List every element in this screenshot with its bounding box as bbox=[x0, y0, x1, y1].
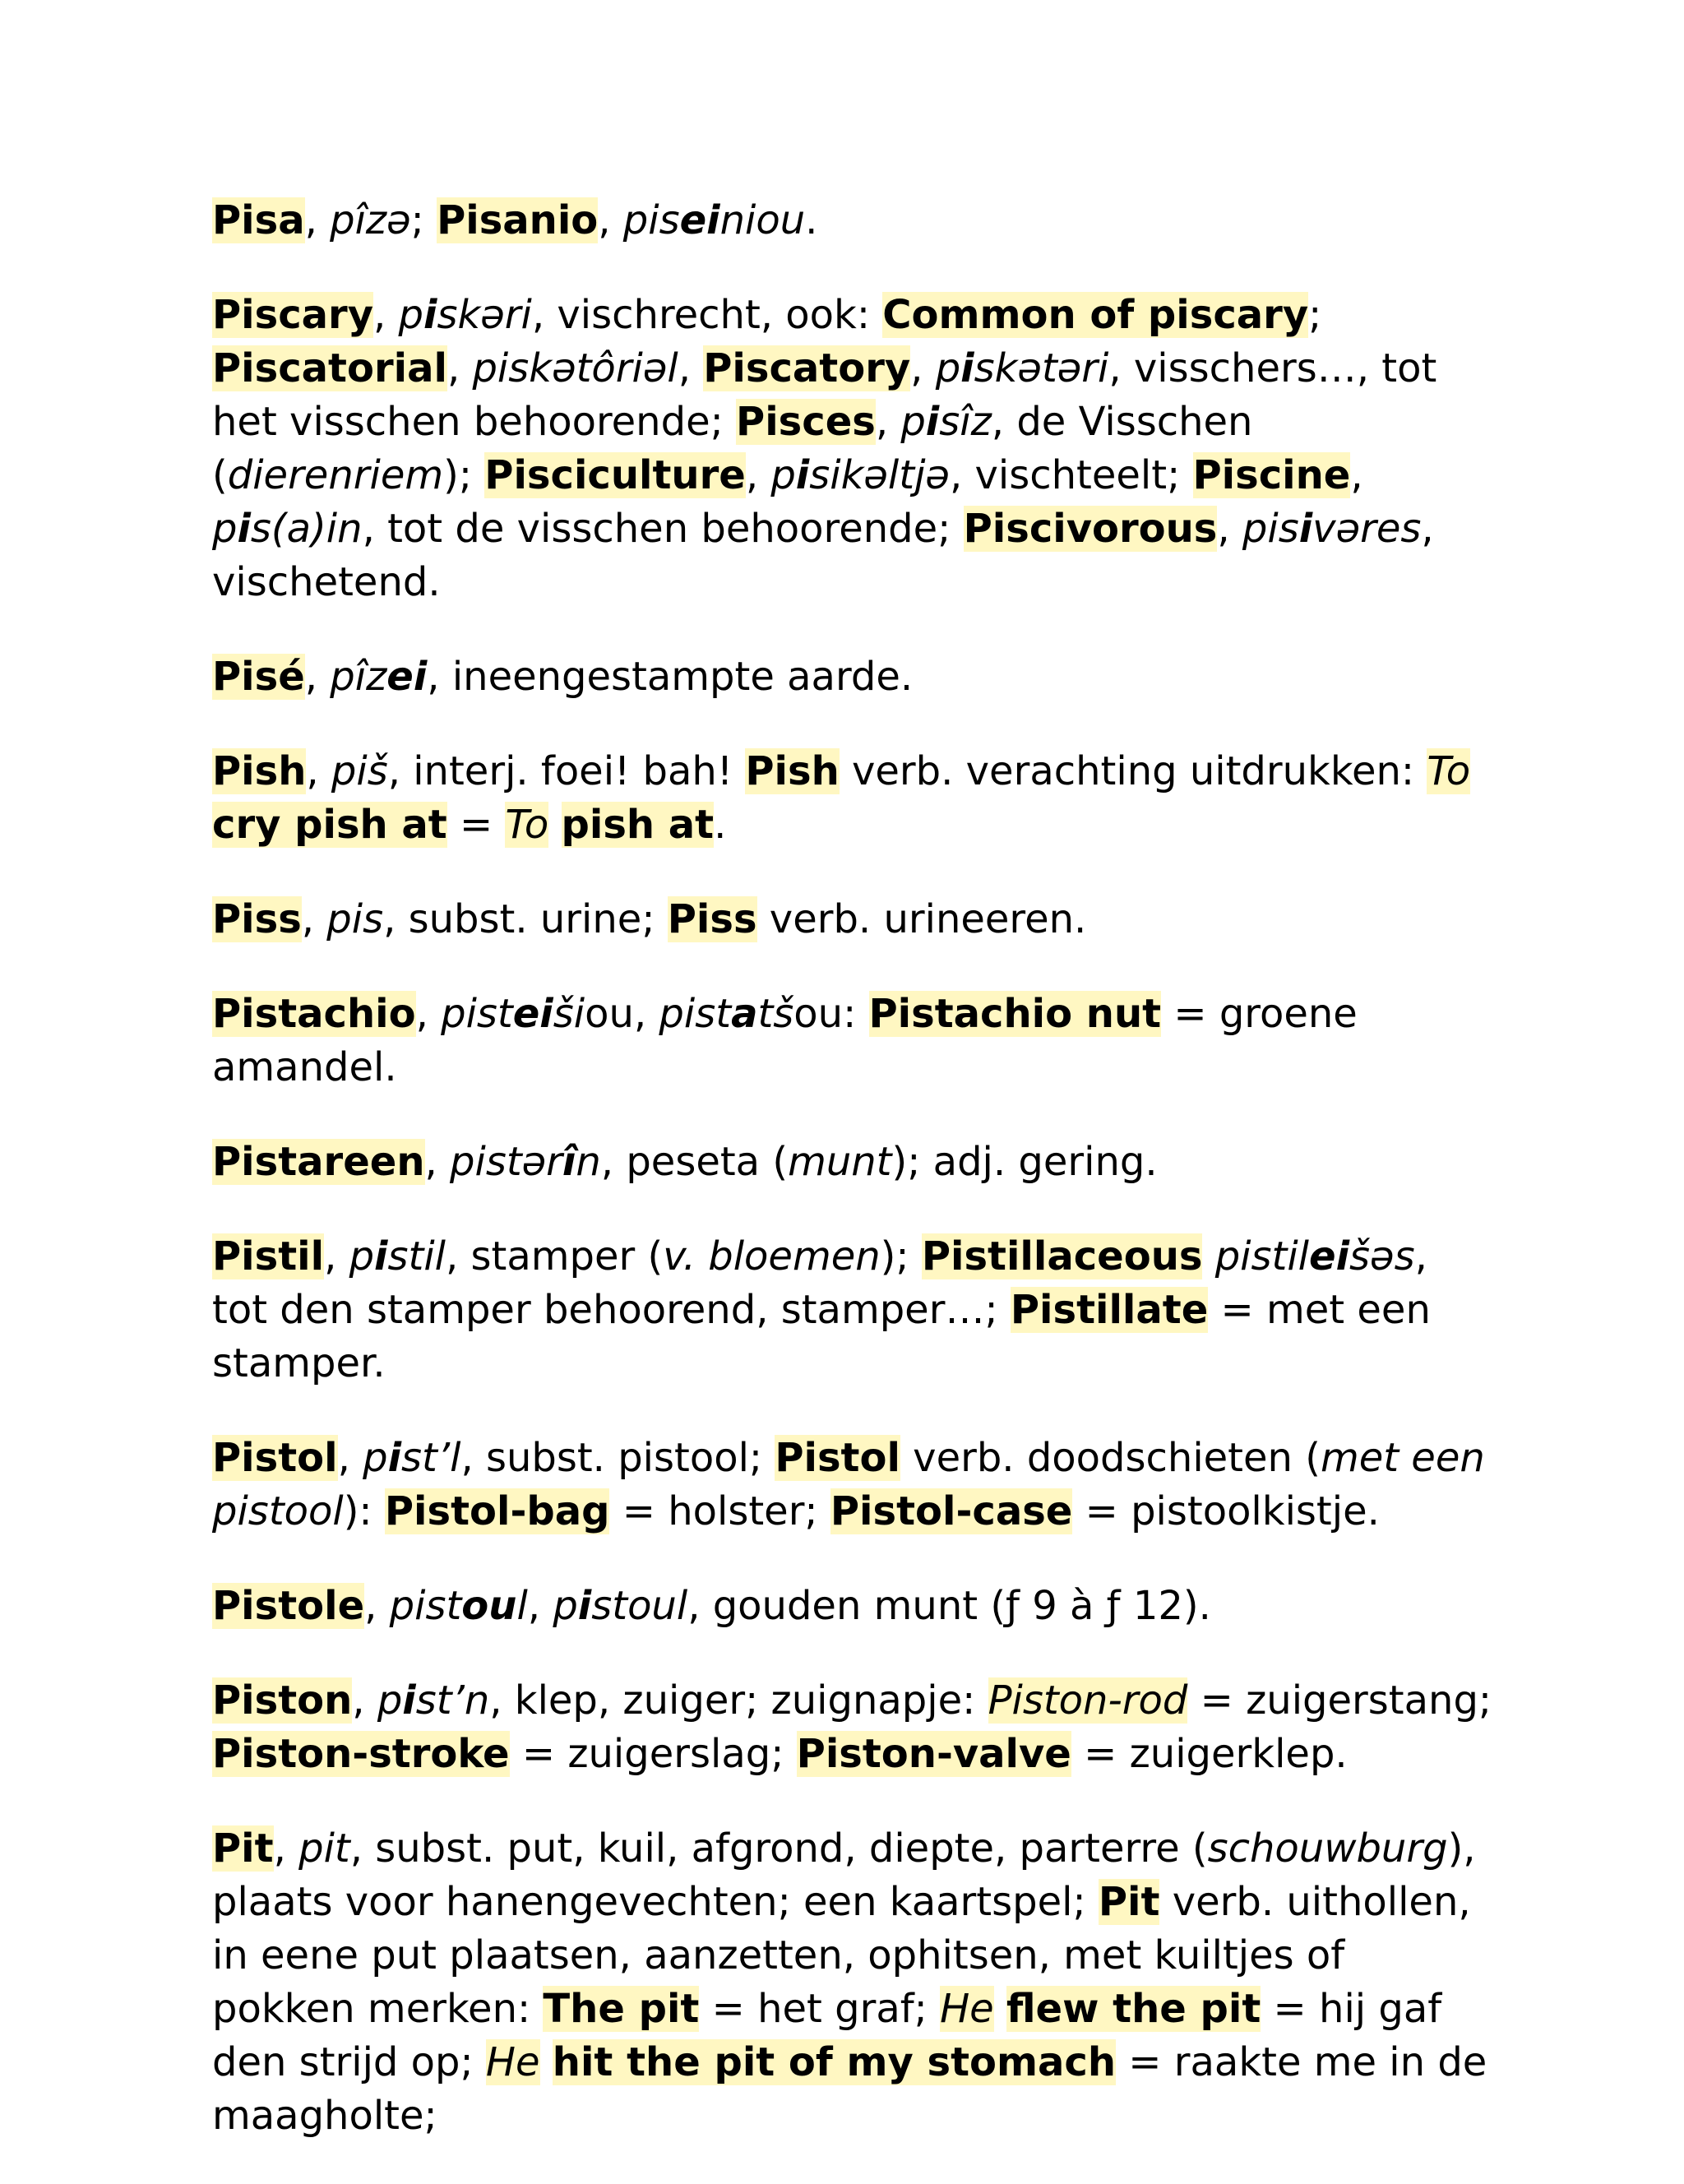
entry-text bbox=[548, 802, 561, 848]
pronunciation: met een pistool bbox=[212, 1435, 1485, 1534]
pronunciation: pis bbox=[622, 197, 680, 243]
entry-text: = zuigerslag; bbox=[509, 1731, 797, 1777]
entry-text: , interj. foei! bah! bbox=[387, 748, 746, 794]
entry-text: = bbox=[446, 802, 506, 848]
stressed-syllable: a bbox=[731, 991, 758, 1037]
pronunciation: pist bbox=[389, 1583, 462, 1629]
entry-text: = zuigerstang; bbox=[1187, 1677, 1492, 1724]
dictionary-entry bbox=[212, 1580, 1495, 1633]
pronunciation: munt bbox=[788, 1139, 892, 1185]
entry-text: = hij gaf den strijd op; bbox=[212, 1986, 1442, 2085]
stressed-syllable: i bbox=[925, 399, 940, 445]
pronunciation: l bbox=[516, 1583, 528, 1629]
headword: Pistareen bbox=[212, 1139, 425, 1185]
highlighted-phrase: To bbox=[505, 802, 549, 848]
stressed-syllable: i bbox=[387, 1435, 402, 1481]
entry-text: , gouden munt (ƒ 9 à ƒ 12). bbox=[687, 1583, 1211, 1629]
entry-text: , ineengestampte aarde. bbox=[427, 654, 914, 700]
stressed-syllable: ou bbox=[461, 1583, 517, 1629]
entry-text: , bbox=[301, 896, 327, 942]
headword: Pistol bbox=[212, 1435, 338, 1481]
pronunciation: sîz bbox=[939, 399, 992, 445]
stressed-syllable: i bbox=[237, 506, 251, 552]
entry-text: , bbox=[273, 1825, 299, 1872]
entry-text: , bbox=[304, 654, 331, 700]
pronunciation: p bbox=[212, 506, 238, 552]
entry-text: = zuigerklep. bbox=[1071, 1731, 1348, 1777]
pronunciation: p bbox=[935, 345, 961, 391]
pronunciation: pistər bbox=[450, 1139, 562, 1185]
entry-text: , subst. put, kuil, afgrond, diepte, parterre ( bbox=[349, 1825, 1208, 1872]
pronunciation: p bbox=[553, 1583, 578, 1629]
headword: Pish bbox=[745, 748, 840, 794]
entry-text: verb. urineeren. bbox=[756, 896, 1087, 942]
stressed-syllable: i bbox=[795, 452, 810, 498]
stressed-syllable: ei bbox=[679, 197, 720, 243]
entry-text: , bbox=[1217, 506, 1242, 552]
headword: Pistol-case bbox=[830, 1488, 1073, 1534]
entry-text: , bbox=[446, 345, 473, 391]
dictionary-entry bbox=[212, 194, 1495, 248]
headword: Piston bbox=[212, 1677, 353, 1724]
pronunciation: stil bbox=[387, 1233, 446, 1279]
entry-text: verb. doodschieten ( bbox=[900, 1435, 1321, 1481]
dictionary-entry bbox=[212, 1432, 1495, 1539]
entry-text: , peseta ( bbox=[600, 1139, 789, 1185]
entry-text: ; bbox=[1308, 292, 1322, 338]
entry-text: , bbox=[306, 748, 331, 794]
pronunciation: tš bbox=[757, 991, 794, 1037]
headword: Pish bbox=[212, 748, 307, 794]
headword: Pistole bbox=[212, 1583, 365, 1629]
headword: cry pish at bbox=[212, 802, 447, 848]
stressed-syllable: i bbox=[374, 1233, 388, 1279]
headword: Piscatory bbox=[703, 345, 911, 391]
entry-text: , tot den stamper behoorend, stamper…; bbox=[212, 1233, 1427, 1333]
entry-text: , klep, zuiger; zuignapje: bbox=[489, 1677, 988, 1724]
headword: Pistachio nut bbox=[868, 991, 1162, 1037]
highlighted-phrase: Piston-rod bbox=[988, 1677, 1188, 1724]
headword: Pit bbox=[212, 1825, 274, 1872]
headword: Pisanio bbox=[437, 197, 599, 243]
headword: Piscivorous bbox=[963, 506, 1218, 552]
pronunciation: st’l bbox=[401, 1435, 461, 1481]
entry-text: , bbox=[678, 345, 704, 391]
pronunciation: pîzə bbox=[330, 197, 411, 243]
pronunciation: pit bbox=[298, 1825, 350, 1872]
headword: Pistachio bbox=[212, 991, 416, 1037]
entry-text: , vischteelt; bbox=[949, 452, 1193, 498]
stressed-syllable: ei bbox=[386, 654, 428, 700]
highlighted-phrase: To bbox=[1427, 748, 1471, 794]
entry-text: ); adj. gering. bbox=[891, 1139, 1158, 1185]
entry-text: = raakte me in de maagholte; bbox=[212, 2039, 1487, 2139]
entry-text: ); bbox=[443, 452, 485, 498]
headword: flew the pit bbox=[1006, 1986, 1261, 2032]
entry-text: ): bbox=[343, 1488, 385, 1534]
entry-text: , bbox=[373, 292, 399, 338]
pronunciation: n bbox=[576, 1139, 601, 1185]
dictionary-entry bbox=[212, 745, 1495, 852]
entry-text: , bbox=[352, 1677, 377, 1724]
entry-text: , bbox=[304, 197, 331, 243]
highlighted-phrase: He bbox=[940, 1986, 994, 2032]
headword: Piss bbox=[667, 896, 757, 942]
pronunciation: p bbox=[398, 292, 423, 338]
entry-text: ), plaats voor hanengevechten; een kaartspel; bbox=[212, 1825, 1476, 1925]
headword: Pisé bbox=[212, 654, 305, 700]
headword: Common of piscary bbox=[882, 292, 1309, 338]
pronunciation: p bbox=[349, 1233, 375, 1279]
pronunciation: p bbox=[770, 452, 796, 498]
stressed-syllable: ei bbox=[512, 991, 553, 1037]
pronunciation: piš bbox=[331, 748, 388, 794]
stressed-syllable: i bbox=[960, 345, 974, 391]
entry-text: , bbox=[415, 991, 442, 1037]
entry-text: , visschers…, tot het visschen behoorende; bbox=[212, 345, 1437, 445]
entry-text: , subst. urine; bbox=[383, 896, 668, 942]
dictionary-entry bbox=[212, 650, 1495, 704]
pronunciation: pist bbox=[659, 991, 732, 1037]
pronunciation: p bbox=[900, 399, 926, 445]
headword: Piscary bbox=[212, 292, 374, 338]
pronunciation: pis bbox=[1242, 506, 1299, 552]
dictionary-entry bbox=[212, 1822, 1495, 2143]
headword: Piston-valve bbox=[796, 1731, 1071, 1777]
dictionary-entry bbox=[212, 1674, 1495, 1781]
entry-text: , bbox=[337, 1435, 363, 1481]
pronunciation: piskətôriəl bbox=[472, 345, 678, 391]
pronunciation: schouwburg bbox=[1207, 1825, 1448, 1872]
entry-text: . bbox=[714, 802, 727, 848]
pronunciation: st’n bbox=[415, 1677, 490, 1724]
headword: Pistol-bag bbox=[384, 1488, 610, 1534]
entry-text: , subst. pistool; bbox=[460, 1435, 775, 1481]
entry-text: , bbox=[1350, 452, 1363, 498]
stressed-syllable: i bbox=[577, 1583, 592, 1629]
headword: Piss bbox=[212, 896, 302, 942]
highlighted-phrase: He bbox=[485, 2039, 540, 2085]
entry-text: ou, bbox=[585, 991, 659, 1037]
entry-text: , bbox=[745, 452, 771, 498]
pronunciation: skətəri bbox=[974, 345, 1109, 391]
headword: Piscine bbox=[1192, 452, 1351, 498]
entry-text: ); bbox=[880, 1233, 922, 1279]
headword: Pisces bbox=[736, 399, 876, 445]
entry-text: verb. uithollen, in eene put plaatsen, aanzetten, ophitsen, met kuiltjes of pokken merken: bbox=[212, 1879, 1471, 2032]
entry-text: , bbox=[598, 197, 623, 243]
entry-text: . bbox=[805, 197, 818, 243]
dictionary-entry bbox=[212, 289, 1495, 609]
pronunciation: stoul bbox=[591, 1583, 688, 1629]
entry-text: , bbox=[875, 399, 901, 445]
dictionary-entry bbox=[212, 1136, 1495, 1189]
entry-text bbox=[994, 1986, 1006, 2032]
pronunciation: p bbox=[363, 1435, 388, 1481]
pronunciation: niou bbox=[719, 197, 806, 243]
headword: Pistillaceous bbox=[921, 1233, 1203, 1279]
headword: Pit bbox=[1098, 1879, 1160, 1925]
pronunciation: šəs bbox=[1349, 1233, 1415, 1279]
stressed-syllable: i bbox=[402, 1677, 416, 1724]
pronunciation: pîz bbox=[330, 654, 387, 700]
pronunciation: vəres bbox=[1312, 506, 1422, 552]
pronunciation: p bbox=[377, 1677, 403, 1724]
headword: Pisciculture bbox=[484, 452, 746, 498]
stressed-syllable: î bbox=[562, 1139, 576, 1185]
entry-text: = groene amandel. bbox=[212, 991, 1358, 1090]
entry-text: = met een stamper. bbox=[212, 1287, 1431, 1386]
entry-text: , bbox=[527, 1583, 553, 1629]
headword: The pit bbox=[543, 1986, 700, 2032]
stressed-syllable: ei bbox=[1309, 1233, 1350, 1279]
pronunciation: pist bbox=[441, 991, 513, 1037]
dictionary-page bbox=[212, 194, 1495, 2184]
headword: Pistillate bbox=[1010, 1287, 1209, 1333]
entry-text bbox=[1202, 1233, 1214, 1279]
headword: Pistil bbox=[212, 1233, 325, 1279]
headword: Piscatorial bbox=[212, 345, 447, 391]
dictionary-entry bbox=[212, 988, 1495, 1094]
headword: hit the pit of my stomach bbox=[552, 2039, 1117, 2085]
dictionary-entry bbox=[212, 1230, 1495, 1390]
headword: Piston-stroke bbox=[212, 1731, 510, 1777]
entry-text: , bbox=[364, 1583, 390, 1629]
pronunciation: sikəltjə bbox=[809, 452, 950, 498]
headword: pish at bbox=[561, 802, 715, 848]
pronunciation: pis bbox=[326, 896, 384, 942]
entry-text: verb. verachting uitdrukken: bbox=[839, 748, 1427, 794]
stressed-syllable: i bbox=[423, 292, 437, 338]
entry-text: , de Visschen ( bbox=[212, 399, 1253, 498]
pronunciation: s(a)in bbox=[250, 506, 363, 552]
pronunciation: v. bloemen bbox=[663, 1233, 881, 1279]
headword: Pistol bbox=[775, 1435, 900, 1481]
entry-text: ; bbox=[410, 197, 437, 243]
headword: Pisa bbox=[212, 197, 305, 243]
entry-text: = het graf; bbox=[699, 1986, 941, 2032]
stressed-syllable: i bbox=[1298, 506, 1313, 552]
entry-text: = holster; bbox=[609, 1488, 830, 1534]
entry-text: , bbox=[324, 1233, 349, 1279]
entry-text: , vischrecht, ook: bbox=[531, 292, 883, 338]
entry-text: , bbox=[424, 1139, 451, 1185]
pronunciation: dierenriem bbox=[227, 452, 444, 498]
pronunciation: ši bbox=[553, 991, 585, 1037]
dictionary-entry bbox=[212, 893, 1495, 946]
pronunciation: skəri bbox=[437, 292, 532, 338]
entry-text: ou: bbox=[793, 991, 869, 1037]
entry-text: = pistoolkistje. bbox=[1072, 1488, 1380, 1534]
entry-text: , bbox=[910, 345, 936, 391]
entry-text bbox=[540, 2039, 553, 2085]
pronunciation: pistil bbox=[1214, 1233, 1310, 1279]
entry-text: , vischetend. bbox=[212, 506, 1434, 605]
entry-text: , tot de visschen behoorende; bbox=[362, 506, 964, 552]
entry-text: , stamper ( bbox=[446, 1233, 664, 1279]
